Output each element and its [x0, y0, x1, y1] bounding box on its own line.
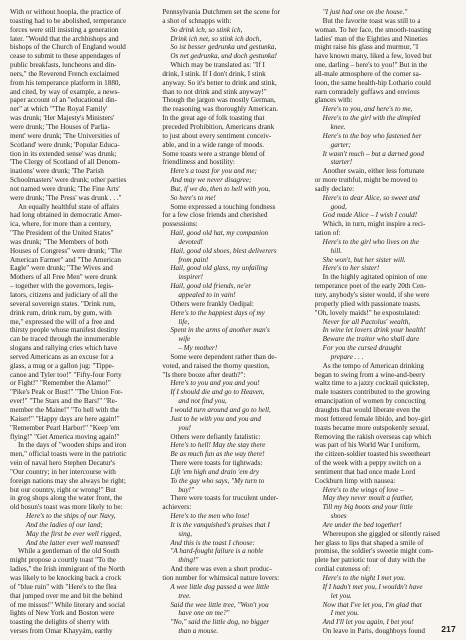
text-line: Others were defiantly fatalistic: [170, 432, 261, 441]
text-line: later. "Would that the archbishops and [10, 34, 119, 43]
text-line: While a gentleman of the old South [18, 547, 120, 556]
text-line: 'The Clergy of Scotland of all Denom- [10, 158, 120, 167]
text-line: and cited, by way of example, a news- [10, 87, 120, 96]
text-line: voted, and raised the thorny question, [162, 361, 270, 370]
text-line: Mothers of all Free Men" were drunk [10, 273, 117, 282]
text-line: prepare . . . [330, 352, 364, 361]
text-line: "Oh, lovely maids!" he expostulated: [314, 308, 421, 317]
text-line: ment' were drunk; 'The Universities of [10, 131, 120, 140]
text-line: If I should die and go to Heaven, [170, 388, 265, 397]
text-line: And I'll let you again, I bet you! [322, 618, 414, 627]
text-line: Here's to her sister! [322, 264, 380, 273]
text-line: might propose a courtly toast "To the [10, 556, 116, 565]
text-line: Here's to the boy who fastened her [322, 131, 422, 140]
text-line: life, [178, 317, 190, 326]
text-line: possessions: [162, 220, 198, 229]
text-line: wife [178, 335, 191, 344]
text-line: It wasn't much – but a darned good [322, 149, 424, 158]
text-line: toasts became more outspokenly sexual. [314, 423, 430, 432]
text-line: of the week with a peppy switch on a [314, 459, 421, 468]
text-line: ever!" "The Stars and the Bars!" "Re- [10, 397, 118, 406]
text-line: drink rum, drink rum, by gum, with [10, 308, 112, 317]
text-line: her glass to lips that shaped a smile of [314, 538, 424, 547]
text-line: lights of New York and Boston were [10, 609, 115, 618]
text-line: Hail, good old shoes, blest deliverers [170, 246, 277, 255]
text-line: Whereupon she giggled or silently raised [322, 529, 440, 538]
text-line: member the Maine!" "To hell with the [10, 405, 119, 414]
text-line: able, and in a wide range of moods. [162, 140, 265, 149]
text-line: Here's a toast for you and me; [170, 167, 257, 176]
text-line: was drunk; "The Members of both [10, 237, 109, 246]
text-line: Some toasts were a strange blend of [162, 149, 266, 158]
text-line: Others were frankly Oedipal: [170, 299, 254, 308]
text-line: that jumped over me and bit the behind [10, 591, 123, 600]
text-line: flying!" "Get America moving again!" [10, 432, 120, 441]
text-line: drink, I stink. If I don't drink, I stink [162, 69, 266, 78]
text-line: With or without hoopla, the practice of [10, 8, 121, 16]
text-line: promise, the soldier's sweetie might com- [314, 547, 434, 556]
text-line: foreign nations may she always be right; [10, 476, 126, 485]
text-line: bishops of the Church of England would [10, 43, 126, 52]
text-line: Here's to the night I met you. [322, 574, 406, 582]
text-line: have known many, liked a few, loved but [314, 52, 432, 61]
text-line: "The President of the United States" [10, 229, 114, 238]
text-line: But the favorite toast was still to a [322, 16, 421, 25]
text-line: most fettered female libido, and boy-girl [314, 414, 431, 423]
text-line: loon, the same health-hip Lothario could [314, 78, 431, 87]
text-line: tury, anybody's sister would, if she were [314, 291, 430, 299]
text-line: in grog shops along the water front, the [10, 494, 123, 503]
text-line: Here's to the wings of love – [322, 485, 404, 494]
text-line: Never for all Pactolus' wealth, [322, 317, 411, 326]
text-line: properly plied with passionate toasts. [314, 299, 421, 308]
text-line: starter! [330, 158, 353, 167]
column-right [314, 8, 456, 636]
text-line: sentiment that had once made Lord [314, 467, 416, 476]
text-line: lators, citizens and judiciary of all the [10, 291, 118, 299]
text-line: – My mother! [178, 344, 218, 353]
text-line: There were toasts for tightwads: [170, 459, 263, 468]
text-line: of me missus!" While literary and social [10, 600, 126, 609]
text-line: Lift 'em high and drain 'em dry [170, 467, 260, 476]
text-line: "A hard-fought failure is a noble [170, 547, 264, 556]
text-line: thing!" [178, 556, 199, 565]
text-line: me," expressed the will of a free and [10, 317, 115, 326]
text-line: thirsty people whose manifest destiny [10, 326, 118, 335]
text-line: Houses of Congress" were drunk; "The [10, 246, 122, 255]
text-line: for a few close friends and cherished [162, 211, 268, 220]
text-line: May they never moult a feather, [322, 494, 414, 503]
text-line: inspirer! [178, 273, 204, 282]
text-line: slogans and rallying cries which have [10, 344, 118, 353]
text-line: all-male atmosphere of the corner sa- [314, 69, 422, 78]
text-line: can be traced through the innumerable [10, 335, 120, 344]
text-line: Hail, good old glass, my unfailing [170, 264, 268, 273]
text-line: Pennsylvania Dutchmen set the scene for [162, 8, 280, 16]
text-line: preceded Prohibition, Americans drank [162, 122, 275, 131]
text-line: than to not drink and stink anyway!" [162, 87, 267, 96]
text-line: Till my big boots and your little [322, 503, 413, 512]
text-line: Here's to the girl with the dimpled [322, 114, 421, 123]
text-line: As the tempo of American drinking [322, 361, 424, 370]
text-line: emancipation of women by concocting [314, 397, 426, 406]
text-line: tation of: [314, 229, 341, 238]
text-line: canoe and Tyler too!" "Fifty-four Forty [10, 370, 122, 379]
text-line: "Our country; in her intercourse with [10, 467, 116, 476]
text-line: Drink ich net, so stink ich doch, [170, 34, 262, 43]
text-line: good, [330, 202, 347, 211]
text-line: Though the jargon was mostly German, [162, 96, 276, 105]
text-line: Hail, good old friends, ne'er [170, 282, 252, 291]
text-line: were drunk; 'The Press' was drunk . . ." [10, 193, 122, 202]
text-line: There were toasts for truculent under- [170, 494, 279, 503]
text-line: Beware the traitor who shall dare [322, 335, 420, 344]
text-line: Here's to the men who lose! [170, 512, 250, 521]
text-line: Here's to dear Alice, so sweet and [322, 193, 420, 202]
text-line: earn comradely guffaws and envious [314, 87, 420, 96]
text-line: toasting had to be abolished, temperance [10, 16, 127, 25]
text-line: Spent in the arms of another man's [170, 326, 270, 335]
text-line: Scotland' were drunk; 'Popular Educa- [10, 140, 120, 149]
text-line: male toasters contributed to the growing [314, 388, 430, 397]
text-line: ner" at which "'The Royal Family' [10, 105, 108, 114]
text-line: the reasoning was thoroughly American. [162, 105, 278, 114]
text-line: Os net gedrunka, und doch gestunka! [170, 52, 278, 61]
text-line: "I just had one on the house." [322, 8, 408, 16]
text-line: sing, [178, 529, 193, 538]
text-line: To the guy who says, "My turn to [170, 476, 265, 485]
text-line: ners," the Reverend French exclaimed [10, 69, 119, 78]
text-line: Which may be translated as: "If I [170, 61, 265, 70]
text-line: from pain! [178, 255, 209, 264]
text-line: Cockburn limp with nausea: [314, 476, 396, 485]
text-line: And may we never disagree; [170, 176, 252, 185]
text-line: men," official toasts were in the patriotic [10, 450, 127, 459]
text-line: had long obtained in democratic Amer- [10, 211, 122, 220]
text-line: anyway. So it's better to drink and stink, [162, 78, 277, 87]
text-line: "No," said the little dog, no bigger [170, 618, 270, 627]
text-line: For you the cursed draught [322, 344, 402, 353]
text-line: Here's to the happiest days of my [170, 308, 265, 317]
text-line: An equally healthful state of affairs [18, 202, 120, 211]
text-line: hill. [330, 246, 342, 255]
text-line: But, if we do, then to hell with you, [170, 184, 271, 193]
text-line: of "blue ruin" with "Here's to the flea [10, 582, 117, 591]
text-line: from his temperance platform in 1880, [10, 78, 121, 87]
text-line: Which, in turn, might inspire a reci- [322, 220, 426, 229]
text-line: ica, where, for more than a century, [10, 220, 112, 229]
text-line: Another swain, either less fortunate [322, 167, 425, 176]
text-line: In the great age of folk toasting that [162, 114, 265, 123]
text-line: draughts that would liberate even the [314, 405, 421, 414]
text-line: achievers: [162, 503, 192, 512]
text-line: Be as much fun as the way there! [170, 450, 265, 459]
text-line: I would turn around and go to hell, [170, 405, 271, 414]
text-line: Here's to you, and here's to me, [322, 105, 413, 114]
text-line: plete her patriotic tour of duty with the [314, 556, 426, 565]
text-line: was drunk; 'Her Majesty's Ministers' [10, 114, 115, 123]
text-line: Removing the rakish overseas cap which [314, 432, 432, 441]
text-line: let you. [330, 591, 352, 600]
text-line: have one on me?" [178, 609, 230, 618]
text-line: appealed to in vain! [178, 291, 236, 299]
text-line: And the ladies of our land; [26, 520, 103, 529]
text-line: Eagle" were drunk; "The Wives and [10, 264, 113, 273]
text-line: Here's to you and you and you! [170, 379, 260, 388]
page-number: 217 [441, 624, 456, 634]
text-line: but our country, right or wrong!" But [10, 485, 116, 494]
text-line: And there was even a short produc- [170, 565, 272, 574]
text-line: tion number for whimsical nature lovers: [162, 574, 280, 582]
text-line: "Remember Pearl Harbor!" "Keep 'em [10, 423, 120, 432]
text-line: Schoolmasters' were drunk; other parties [10, 176, 127, 185]
text-line: you! [178, 423, 192, 432]
text-line: garter; [330, 140, 351, 149]
text-line: May the first be ever well rigged, [26, 529, 121, 538]
text-line: a shot of schnapps with: [162, 16, 232, 25]
text-line: cease to submit to these appendages of [10, 52, 121, 61]
text-line: sadly declare: [314, 184, 355, 193]
text-line: might raise his glass and murmur, "I [314, 43, 419, 52]
text-line: toasting the delights of sherry with [10, 618, 110, 627]
text-line: I met you. [330, 609, 360, 618]
text-line: So here's to me! [170, 193, 216, 202]
text-line: old bosun's toast was more likely to be: [10, 503, 123, 512]
text-line: Are under the bed together! [322, 520, 402, 529]
text-line: one, darling – here's to you!" But in the [314, 61, 428, 70]
text-line: In the days of "wooden ships and iron [18, 441, 127, 450]
column-middle [162, 8, 303, 636]
text-line: Some expressed a touching fondness [170, 202, 276, 211]
text-line: waltz time to a jazzy cocktail quickstep, [314, 379, 430, 388]
text-line: In the highly agitated opinion of one [322, 273, 427, 282]
text-line: were drunk; 'The Houses of Parlia- [10, 122, 110, 131]
text-line: It is the vanquished's praises that I [170, 520, 270, 529]
text-line: than a mouse. [178, 627, 219, 636]
text-line: devoted! [178, 237, 203, 246]
text-line: ladies," the Irish immigrant of the North [10, 565, 125, 574]
text-line: A wee little dog passed a wee little [170, 582, 270, 591]
text-line: tree. [178, 591, 191, 600]
text-line: On leave in Paris, doughboys found [322, 627, 425, 636]
text-line: Just to be with you and you and [170, 414, 261, 423]
text-line: So drink ich, so stink ich, [170, 25, 243, 34]
text-line: Here's to the girl who lives on the [322, 237, 419, 246]
text-line: Now that I've let you, I'm glad that [322, 600, 422, 609]
text-line: Here's to hell! May the stay there [170, 441, 266, 450]
text-line: vein of naval hero Stephen Decatur's [10, 459, 115, 468]
text-line: Here's to the ships of our Navy, [26, 512, 116, 521]
text-line: So ist besser gedrunka und gestunka, [170, 43, 277, 52]
text-line: glass, a mug or a gallon jug: "Tippe- [10, 361, 115, 370]
text-line: woman. To her face, the smooth-toasting [314, 25, 432, 34]
text-line: She won't, but her sister will. [322, 255, 406, 264]
text-line: "Is there booze after death?": [162, 370, 246, 379]
text-line: And the latter ever well manned! [26, 538, 120, 547]
text-line: or Fight!" "Remember the Alamo!" [10, 379, 111, 388]
text-line: public breakfasts, luncheons and din- [10, 61, 117, 70]
text-line: shoes [330, 512, 347, 521]
text-line: several sovereign states. "Drink rum, [10, 299, 116, 308]
text-line: ladies' man of the Eighties and Nineties [314, 34, 428, 43]
text-line: not named were drunk; 'The Fine Arts' [10, 184, 120, 193]
text-line: was part of his World War I uniform, [314, 441, 420, 450]
text-line: verses from Omar Khayyám, earthy [10, 627, 113, 636]
text-line: knee. [330, 122, 346, 131]
text-line: began to swing from a wine-and-beery [314, 370, 426, 379]
text-line: Hail, good old hat, my companion [170, 229, 269, 238]
text-line: – together with the governors, legis- [10, 282, 114, 291]
text-line: And this is the toast I choose: [170, 538, 255, 547]
text-line: cordial cuteness of: [314, 565, 371, 574]
text-line: God made Alice – I wish I could! [322, 211, 418, 220]
text-line: paper account of an "educational din- [10, 96, 118, 105]
text-line: Kaiser!" "Happy days are here again!" [10, 414, 120, 423]
text-columns [10, 8, 456, 636]
text-line: American Farmer" and "The American [10, 255, 121, 264]
text-line: served Americans as an excuse for a [10, 352, 114, 361]
text-line: inations' were drunk; 'The Parish [10, 167, 104, 176]
text-line: or more truthful, might be moved to [314, 176, 418, 185]
text-line: to just about every sentiment conceiv- [162, 131, 272, 140]
text-line: forces were still insisting a generation [10, 25, 119, 34]
text-line: glances with: [314, 96, 353, 105]
column-left [10, 8, 151, 636]
text-line: tion in its extended sense' was drunk; [10, 149, 117, 158]
text-line: "Pike's Peak or Bust!" "The Union For- [10, 388, 123, 397]
text-line: Said the wee little tree, "Won't you [170, 600, 269, 609]
text-line: friendliness and hostility: [162, 158, 235, 167]
text-line: was likely to be knocking back a crock [10, 574, 122, 582]
text-line: and not find you, [178, 397, 227, 406]
text-line: temperance poet of the early 20th Cen- [314, 282, 427, 291]
text-line: If I hadn't met you, I wouldn't have [322, 582, 423, 591]
text-line: buy!" [178, 485, 195, 494]
text-line: In wine let lovers drink your health! [322, 326, 426, 335]
text-line: the citizen-soldier toasted his sweetheart [314, 450, 431, 459]
text-line: Some were dependent rather than de- [170, 352, 277, 361]
